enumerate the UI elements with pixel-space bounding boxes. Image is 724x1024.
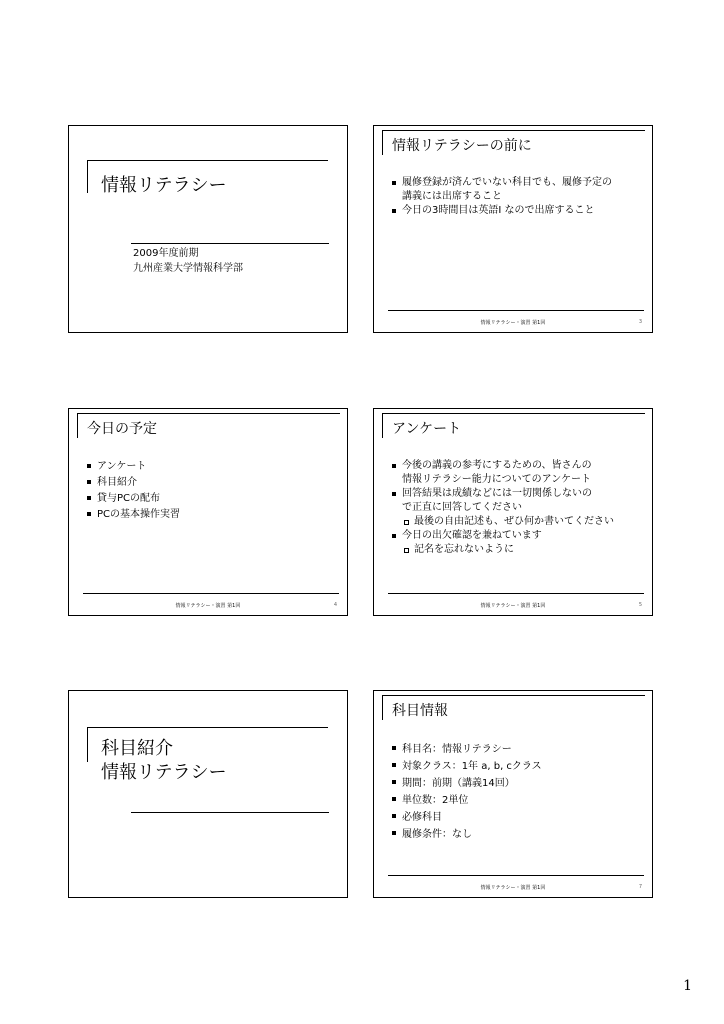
bullet-continuation: 情報リテラシー能力についてのアンケート [402, 474, 591, 485]
bullet-item: 今日の出欠確認を兼ねています [392, 529, 642, 543]
slide-title: 今日の予定 [87, 421, 157, 437]
slide-title: 情報リテラシーの前に [392, 138, 532, 154]
slide-number: 3 [638, 319, 642, 325]
slide-number: 4 [333, 602, 337, 608]
sub-bullet-item: 最後の自由記述も、ぜひ何か書いてください [392, 515, 642, 529]
bullet-item: 期間：前期（講義14回） [392, 775, 642, 792]
bullet-item: アンケート [87, 459, 337, 475]
bullet-item: 必修科目 [392, 809, 642, 826]
slide-title [101, 737, 227, 785]
slide-footer: 情報リテラシー・演習 第1回 [480, 885, 546, 891]
bullet-item: 今後の講義の参考にするための、皆さんの [392, 459, 642, 473]
slide-title: 科目情報 [392, 703, 448, 719]
subtitle-line: 九州産業大学情報科学部 [133, 263, 243, 274]
slide-3 [373, 125, 653, 333]
page-number: 1 [683, 978, 692, 994]
footer-line [388, 310, 644, 311]
bullet-continuation: で正直に回答してください [402, 502, 522, 513]
divider-line [131, 243, 329, 244]
slide-4 [68, 408, 348, 616]
bullet-item: 履修登録が済んでいない科目でも、履修予定の [392, 176, 642, 190]
bullet-item: PCの基本操作実習 [87, 507, 337, 523]
slide-subtitle [133, 246, 243, 276]
slide-7 [373, 690, 653, 898]
title-line: 情報リテラシー [101, 762, 227, 783]
slide-number: 7 [638, 884, 642, 890]
divider-line [131, 812, 329, 813]
bullet-item: 単位数：2単位 [392, 792, 642, 809]
footer-line [388, 593, 644, 594]
slide-number: 5 [638, 602, 642, 608]
footer-line [83, 593, 339, 594]
footer-line [388, 875, 644, 876]
bullet-item: 回答結果は成績などには一切関係しないの [392, 487, 642, 501]
slide-footer: 情報リテラシー・演習 第1回 [480, 603, 546, 609]
bullet-list [392, 741, 642, 843]
bullet-item: 履修条件：なし [392, 826, 642, 843]
sub-bullet-item: 記名を忘れないように [392, 543, 642, 557]
slide-5 [373, 408, 653, 616]
slide-1-title [68, 125, 348, 333]
slide-title: 情報リテラシー [101, 175, 227, 196]
bullet-continuation: 講義には出席すること [402, 191, 502, 202]
bullet-list [392, 176, 642, 218]
bullet-list [392, 459, 642, 557]
bullet-item: 科目紹介 [87, 475, 337, 491]
title-line: 科目紹介 [101, 738, 173, 759]
slide-title: アンケート [392, 421, 462, 437]
bullet-item: 今日の3時間目は英語Ⅰ なので出席すること [392, 204, 642, 218]
slide-footer: 情報リテラシー・演習 第1回 [175, 603, 241, 609]
subtitle-line: 2009年度前期 [133, 248, 199, 259]
bullet-item: 対象クラス：1年 a, b, cクラス [392, 758, 642, 775]
bullet-item: 貸与PCの配布 [87, 491, 337, 507]
bullet-item: 科目名：情報リテラシー [392, 741, 642, 758]
slide-6-title [68, 690, 348, 898]
bullet-list [87, 459, 337, 523]
slide-footer: 情報リテラシー・演習 第1回 [480, 320, 546, 326]
